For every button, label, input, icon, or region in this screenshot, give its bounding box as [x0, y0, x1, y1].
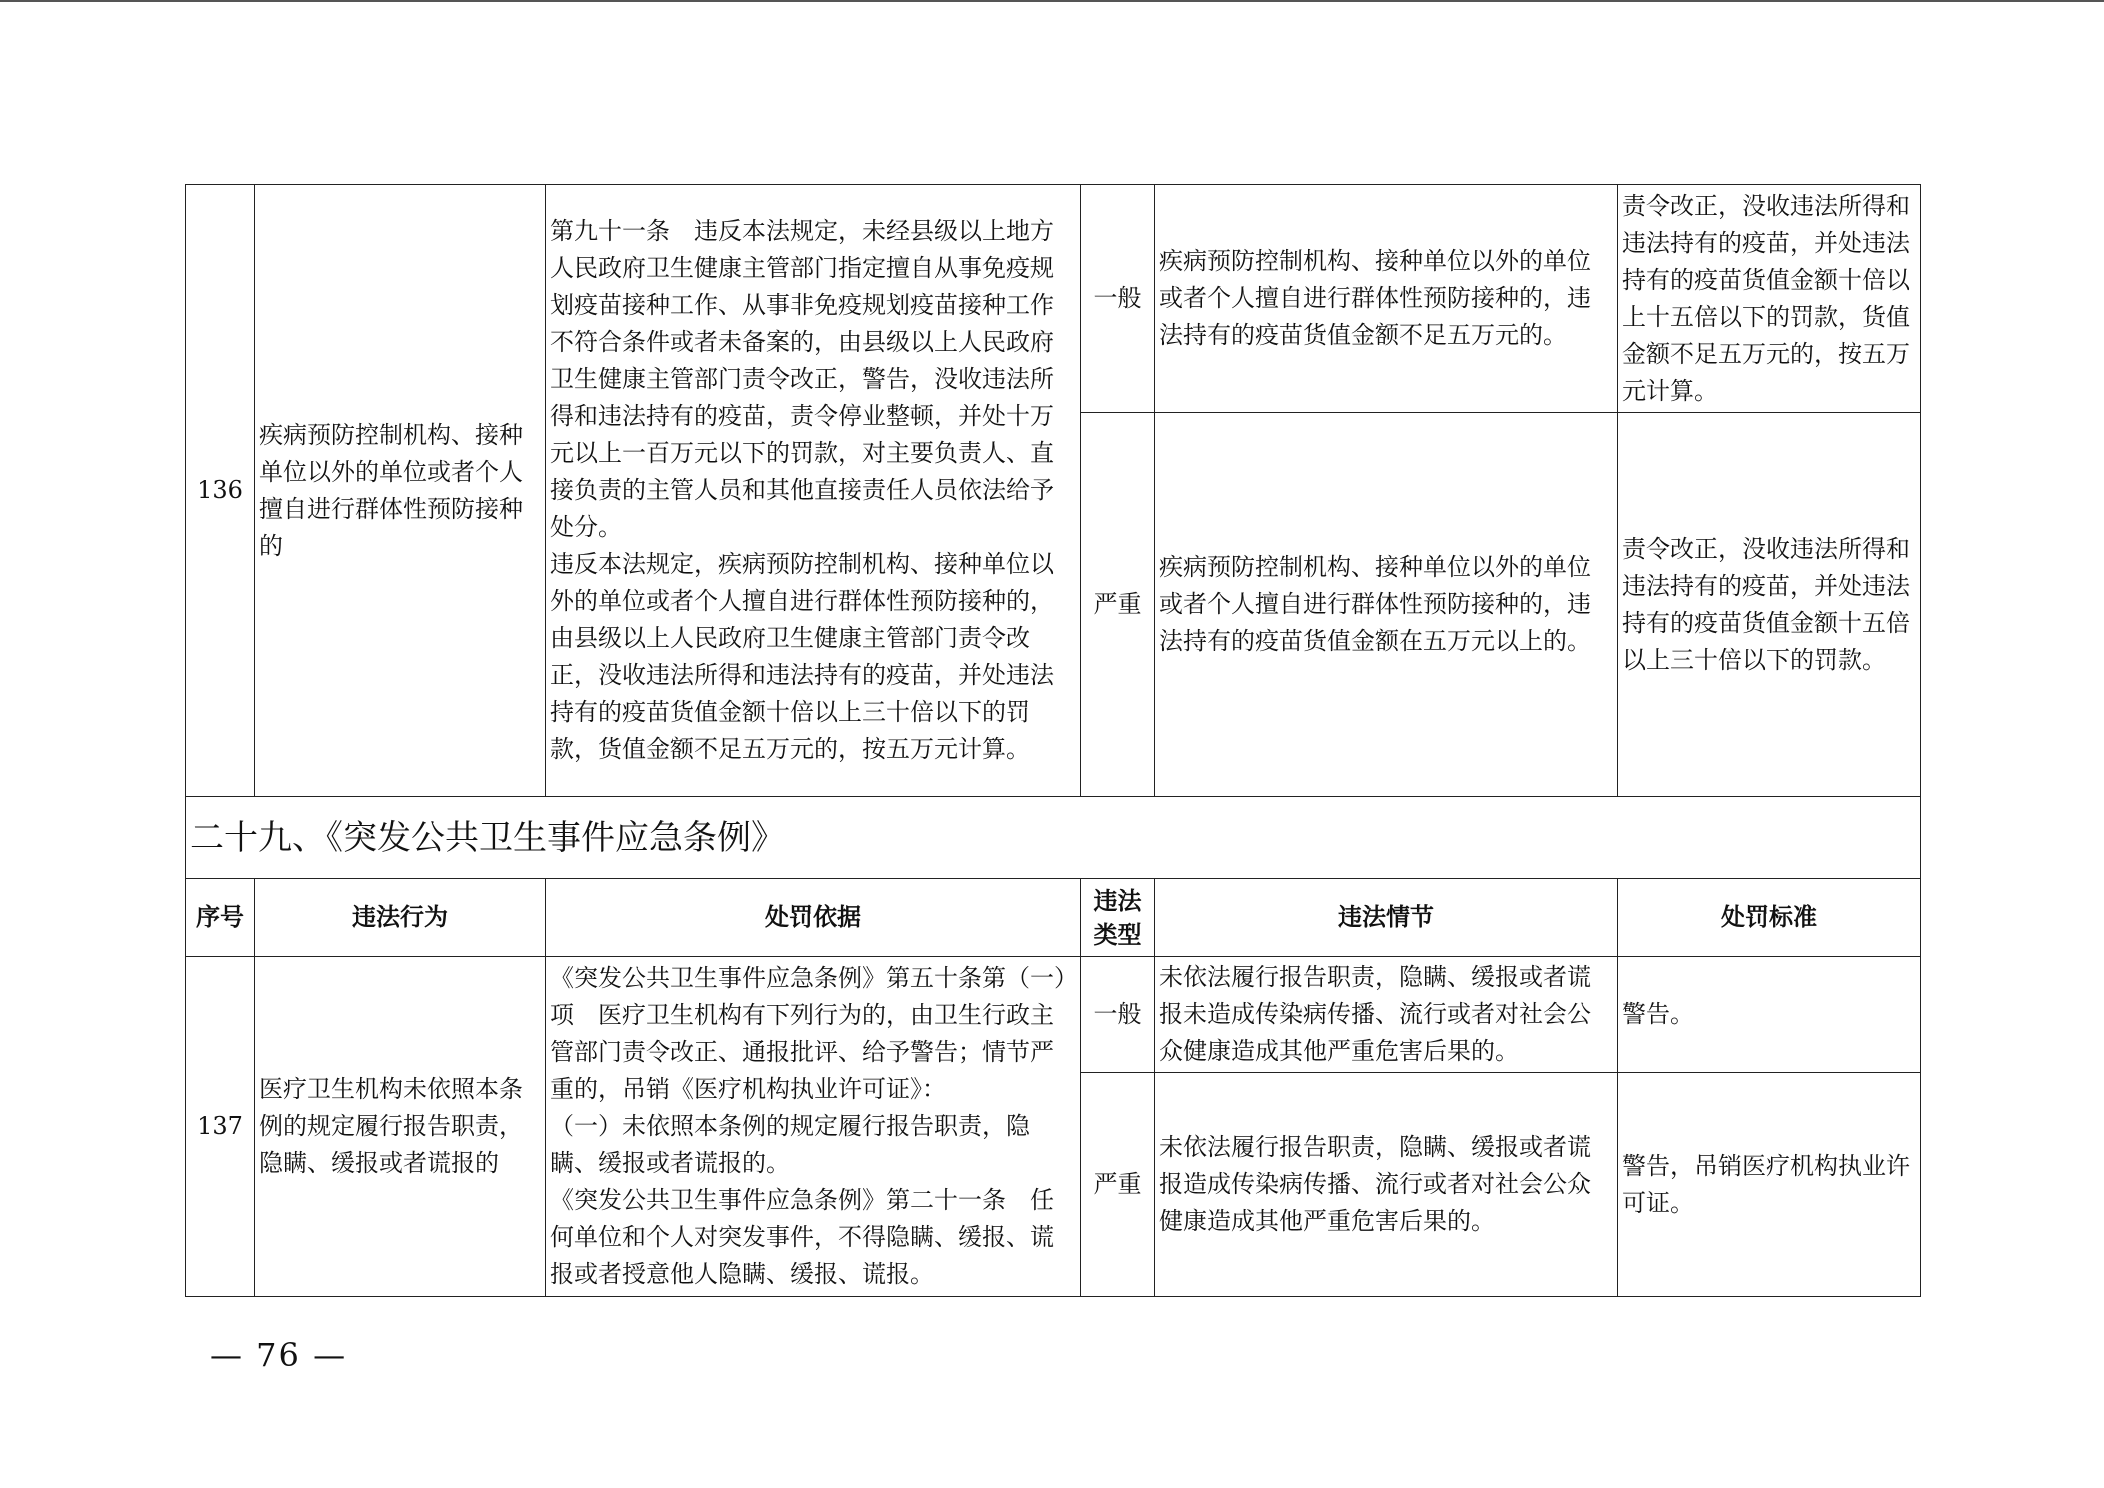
header-seq: 序号: [186, 879, 255, 957]
row-136-basis: [546, 185, 1081, 797]
row-137-general-type: 一般: [1081, 957, 1155, 1073]
table-header-row: [186, 879, 1921, 957]
row-137-serious-standard: 警告，吊销医疗机构执业许可证。: [1618, 1073, 1921, 1297]
page-number: — 76 —: [210, 1336, 348, 1374]
table-row: [186, 797, 1921, 879]
row-137-general-circumstance: 未依法履行报告职责，隐瞒、缓报或者谎报未造成传染病传播、流行或者对社会公众健康造成其他严重危害后果的。: [1155, 957, 1618, 1073]
row-137-behavior: 医疗卫生机构未依照本条例的规定履行报告职责，隐瞒、缓报或者谎报的: [255, 957, 546, 1297]
row-137-serious-circumstance: 未依法履行报告职责，隐瞒、缓报或者谎报造成传染病传播、流行或者对社会公众健康造成其他严重危害后果的。: [1155, 1073, 1618, 1297]
header-behavior: 违法行为: [255, 879, 546, 957]
row-137-basis-paragraph: 《突发公共卫生事件应急条例》第二十一条 任何单位和个人对突发事件，不得隐瞒、缓报、谎报或者授意他人隐瞒、缓报、谎报。: [550, 1186, 1054, 1288]
page-top-rule: [0, 0, 2104, 2]
row-136-basis-paragraph: 第九十一条 违反本法规定，未经县级以上地方人民政府卫生健康主管部门指定擅自从事免疫规划疫苗接种工作、从事非免疫规划疫苗接种工作不符合条件或者未备案的，由县级以上人民政府卫生健康主管部门责令改正，警告，没收违法所得和违法持有的疫苗，责令停业整顿，并处十万元以上一百万元以下的罚款，对主要负责人、直接负责的主管人员和其他直接责任人员依法给予处分。: [550, 217, 1054, 541]
row-137-serious-type: 严重: [1081, 1073, 1155, 1297]
row-136-seq: 136: [186, 185, 255, 797]
row-137-basis: [546, 957, 1081, 1297]
header-basis: 处罚依据: [546, 879, 1081, 957]
header-standard: 处罚标准: [1618, 879, 1921, 957]
row-136-behavior: 疾病预防控制机构、接种单位以外的单位或者个人擅自进行群体性预防接种的: [255, 185, 546, 797]
row-137-seq: 137: [186, 957, 255, 1297]
header-circumstance: 违法情节: [1155, 879, 1618, 957]
row-136-basis-paragraph: 违反本法规定，疾病预防控制机构、接种单位以外的单位或者个人擅自进行群体性预防接种的，由县级以上人民政府卫生健康主管部门责令改正，没收违法所得和违法持有的疫苗，并处违法持有的疫苗货值金额十倍以上三十倍以下的罚款，货值金额不足五万元的，按五万元计算。: [550, 550, 1054, 763]
row-136-general-standard: 责令改正，没收违法所得和违法持有的疫苗，并处违法持有的疫苗货值金额十倍以上十五倍以下的罚款，货值金额不足五万元的，按五万元计算。: [1618, 185, 1921, 413]
row-137-basis-paragraph: （一）未依照本条例的规定履行报告职责，隐瞒、缓报或者谎报的。: [550, 1112, 1030, 1177]
penalty-standards-table: [185, 184, 1921, 1297]
header-type: 违法类型: [1081, 879, 1155, 957]
row-136-serious-type: 严重: [1081, 413, 1155, 797]
row-136-serious-standard: 责令改正，没收违法所得和违法持有的疫苗，并处违法持有的疫苗货值金额十五倍以上三十倍以下的罚款。: [1618, 413, 1921, 797]
table-row: [186, 957, 1921, 1073]
row-136-serious-circumstance: 疾病预防控制机构、接种单位以外的单位或者个人擅自进行群体性预防接种的，违法持有的疫苗货值金额在五万元以上的。: [1155, 413, 1618, 797]
row-136-general-type: 一般: [1081, 185, 1155, 413]
table-row: [186, 185, 1921, 413]
row-136-general-circumstance: 疾病预防控制机构、接种单位以外的单位或者个人擅自进行群体性预防接种的，违法持有的疫苗货值金额不足五万元的。: [1155, 185, 1618, 413]
row-137-basis-paragraph: 《突发公共卫生事件应急条例》第五十条第（一）项 医疗卫生机构有下列行为的，由卫生行政主管部门责令改正、通报批评、给予警告；情节严重的，吊销《医疗机构执业许可证》：: [550, 964, 1066, 1103]
section-title: 二十九、《突发公共卫生事件应急条例》: [186, 797, 1921, 879]
row-137-general-standard: 警告。: [1618, 957, 1921, 1073]
